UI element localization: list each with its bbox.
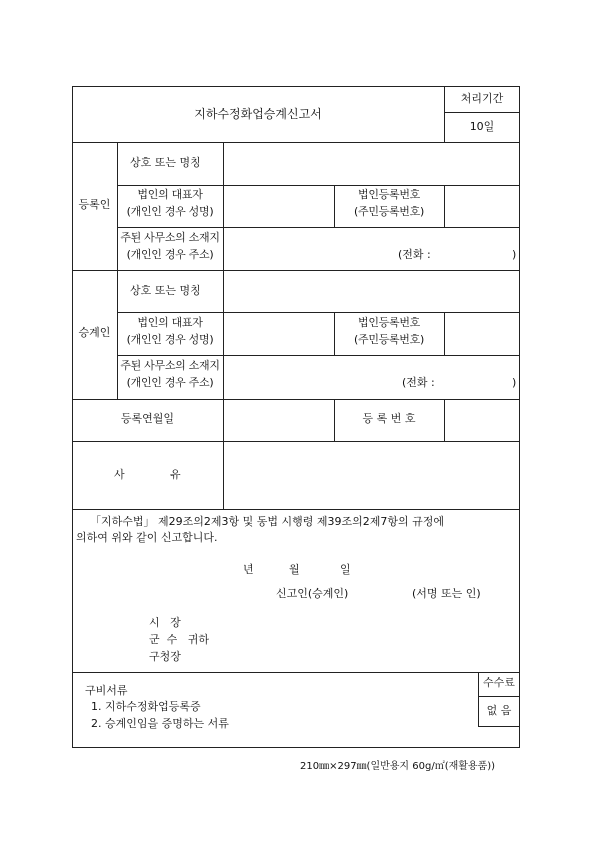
paper-spec-note: 210㎜×297㎜(일반용지 60g/㎡(재활용품)) (300, 761, 496, 772)
recipient-mayor: 시 장 (149, 616, 181, 629)
recipient-county: 군 수 귀하 (149, 633, 209, 646)
successor-corp-reg-no-sublabel: (주민등록번호) (354, 333, 424, 346)
divider (117, 227, 520, 228)
processing-period-label: 처리기간 (460, 92, 504, 105)
divider (444, 185, 445, 227)
divider (444, 312, 445, 355)
divider (117, 355, 520, 356)
date-year-label: 년 (243, 563, 254, 576)
successor-representative-sublabel: (개인인 경우 성명) (126, 333, 214, 346)
divider (117, 185, 520, 186)
successor-section-label: 승계인 (78, 326, 111, 339)
registrant-address-sublabel: (개인인 경우 주소) (126, 248, 214, 261)
divider (223, 142, 224, 509)
declarant-label: 신고인(승계인) (276, 587, 349, 600)
fee-label: 수수료 (483, 676, 515, 689)
divider (72, 441, 520, 442)
form-title: 지하수정화업승계신고서 (194, 107, 322, 121)
successor-trade-name-label: 상호 또는 명칭 (130, 284, 201, 297)
divider (444, 112, 520, 113)
successor-phone-close: ) (512, 376, 517, 389)
successor-phone-label: (전화 : (402, 376, 435, 389)
required-docs-title: 구비서류 (85, 684, 128, 697)
recipient-district: 구청장 (149, 650, 181, 663)
signature-label: (서명 또는 인) (412, 587, 481, 600)
divider (72, 270, 520, 271)
declaration-line-1: 「지하수법」 제29조의2제3항 및 동법 시행령 제39조의2제7항의 규정에 (90, 515, 444, 528)
required-doc-1: 1. 지하수정화업등록증 (91, 700, 201, 713)
registrant-corp-reg-no-sublabel: (주민등록번호) (354, 205, 424, 218)
divider (72, 672, 520, 673)
successor-address-label: 주된 사무소의 소재지 (120, 359, 220, 372)
declaration-line-2: 의하여 위와 같이 신고합니다. (76, 531, 218, 544)
registrant-corp-reg-no-label: 법인등록번호 (358, 188, 420, 201)
fee-value: 없 음 (486, 704, 512, 717)
divider (72, 509, 520, 510)
divider (444, 399, 445, 441)
required-doc-2: 2. 승계인임을 증명하는 서류 (91, 717, 229, 730)
processing-period-value: 10일 (469, 120, 495, 133)
registrant-section-label: 등록인 (78, 198, 111, 211)
registrant-representative-label: 법인의 대표자 (137, 188, 203, 201)
divider (72, 142, 520, 143)
successor-address-sublabel: (개인인 경우 주소) (126, 376, 214, 389)
successor-corp-reg-no-label: 법인등록번호 (358, 316, 420, 329)
date-month-label: 월 (289, 563, 300, 576)
divider (478, 726, 520, 727)
reason-label-second: 유 (170, 468, 181, 481)
divider (478, 696, 520, 697)
date-day-label: 일 (340, 563, 351, 576)
registrant-phone-label: (전화 : (398, 248, 431, 261)
reason-label-first: 사 (114, 468, 125, 481)
successor-representative-label: 법인의 대표자 (137, 316, 203, 329)
registrant-address-label: 주된 사무소의 소재지 (120, 231, 220, 244)
registrant-representative-sublabel: (개인인 경우 성명) (126, 205, 214, 218)
registration-date-label: 등록연월일 (120, 412, 175, 425)
registration-number-label: 등 록 번 호 (362, 412, 416, 425)
registrant-phone-close: ) (512, 248, 517, 261)
divider (72, 399, 520, 400)
divider (117, 312, 520, 313)
registrant-trade-name-label: 상호 또는 명칭 (130, 156, 201, 169)
